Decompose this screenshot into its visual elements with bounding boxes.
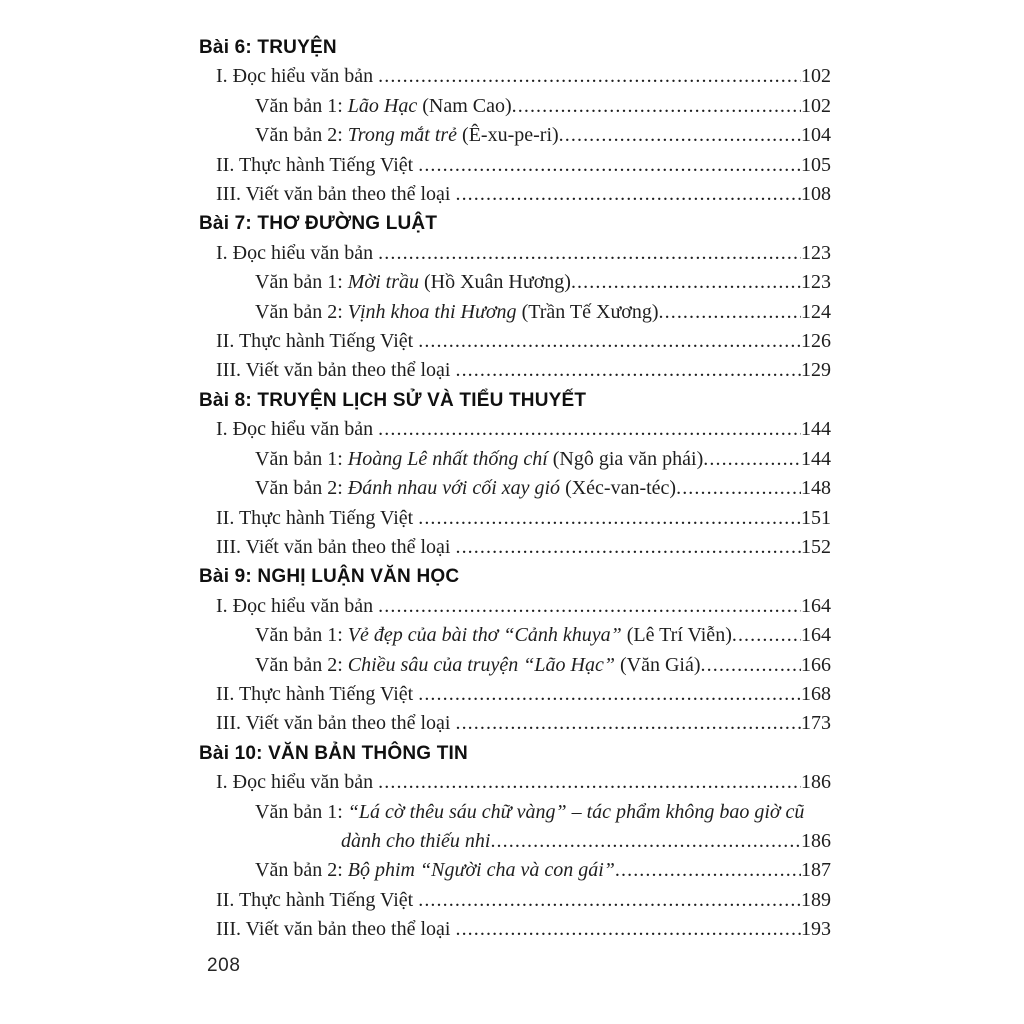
toc-entry-page-number: 123 <box>801 241 831 264</box>
entry-text: (Ê-xu-pe-ri) <box>462 124 559 147</box>
entry-text: I. Đọc hiểu văn bản <box>216 241 379 264</box>
entry-text: (Trần Tế Xương) <box>521 300 659 323</box>
toc-entry-label <box>216 504 418 533</box>
section-heading: Bài 10: VĂN BẢN THÔNG TIN <box>199 742 468 764</box>
toc-entry-page-number: 148 <box>801 477 831 500</box>
entry-title-text: Vẻ đẹp của bài thơ “Cảnh khuya” <box>347 624 627 647</box>
entry-text: (Văn Giá) <box>619 653 701 676</box>
toc-entry-label <box>216 180 455 209</box>
entry-text: Văn bản 2: <box>255 653 348 676</box>
section-heading: Bài 9: NGHỊ LUẬN VĂN HỌC <box>199 566 460 588</box>
entry-title-text: Hoàng Lê nhất thống chí <box>347 447 553 470</box>
entry-text: III. Viết văn bản theo thể loại <box>216 535 456 558</box>
entry-text: Văn bản 1: <box>255 800 348 823</box>
toc-leader-dots <box>378 592 801 621</box>
toc-row <box>199 92 831 121</box>
toc-entry-page-number: 102 <box>801 94 831 117</box>
toc-leader-dots <box>701 651 801 680</box>
toc-entry-page-number: 126 <box>801 330 831 353</box>
toc-leader-dots <box>418 680 801 709</box>
toc-entry-label <box>255 298 659 327</box>
toc-row <box>199 827 831 856</box>
toc-row <box>199 915 831 944</box>
toc-leader-dots <box>418 504 801 533</box>
toc-leader-dots <box>378 239 801 268</box>
toc-entry-page-number: 193 <box>801 918 831 941</box>
entry-text: (Lê Trí Viễn) <box>626 624 732 647</box>
toc-leader-dots <box>378 415 801 444</box>
toc-row <box>199 239 831 268</box>
toc-entry-label <box>255 621 732 650</box>
toc-entry-label <box>216 592 378 621</box>
toc-leader-dots <box>615 856 801 885</box>
toc-row <box>199 327 831 356</box>
entry-text: I. Đọc hiểu văn bản <box>216 771 379 794</box>
toc-entry-page-number: 108 <box>801 183 831 206</box>
toc-entry-label <box>216 239 378 268</box>
toc-row <box>199 592 831 621</box>
toc-row <box>199 768 831 797</box>
toc-leader-dots <box>455 533 801 562</box>
toc-entry-label <box>255 856 615 885</box>
toc-row <box>199 621 831 650</box>
entry-text: I. Đọc hiểu văn bản <box>216 418 379 441</box>
entry-title-text: Đánh nhau với cối xay gió <box>347 477 566 500</box>
toc-leader-dots <box>490 827 801 856</box>
toc-entry-page-number: 104 <box>801 124 831 147</box>
toc-entry-label <box>255 92 512 121</box>
toc-row <box>199 121 831 150</box>
toc-entry-label <box>255 445 703 474</box>
entry-title-text: Mời trầu <box>347 271 424 294</box>
entry-text: II. Thực hành Tiếng Việt <box>216 506 419 529</box>
toc-entry-label <box>216 886 418 915</box>
toc-entry-label <box>255 268 571 297</box>
toc-row <box>199 651 831 680</box>
toc-row <box>199 856 831 885</box>
toc-row <box>199 533 831 562</box>
toc-entry-label <box>216 415 378 444</box>
toc-row <box>199 268 831 297</box>
entry-text: II. Thực hành Tiếng Việt <box>216 888 419 911</box>
toc-row <box>199 298 831 327</box>
toc-leader-dots <box>418 151 801 180</box>
toc-leader-dots <box>418 886 801 915</box>
toc-entry-page-number: 124 <box>801 300 831 323</box>
toc-entry-label <box>216 709 455 738</box>
entry-text: Văn bản 1: <box>255 624 348 647</box>
toc-entry-page-number: 173 <box>801 712 831 735</box>
entry-text: (Nam Cao) <box>422 94 512 117</box>
toc-entry-page-number: 152 <box>801 535 831 558</box>
toc-leader-dots <box>512 92 801 121</box>
entry-title-text: Vịnh khoa thi Hương <box>347 300 522 323</box>
toc-row <box>199 886 831 915</box>
toc-entry-page-number: 144 <box>801 418 831 441</box>
toc-leader-dots <box>676 474 801 503</box>
section-heading: Bài 6: TRUYỆN <box>199 37 337 58</box>
toc-row <box>199 151 831 180</box>
toc-row <box>199 445 831 474</box>
toc-leader-dots <box>559 121 801 150</box>
entry-title-text: dành cho thiếu nhi <box>341 829 491 852</box>
toc-entry-page-number: 102 <box>801 65 831 88</box>
toc <box>199 33 831 945</box>
toc-leader-dots <box>455 180 801 209</box>
toc-row <box>199 680 831 709</box>
entry-text: Văn bản 1: <box>255 447 348 470</box>
entry-text: III. Viết văn bản theo thể loại <box>216 183 456 206</box>
toc-entry-label <box>216 327 418 356</box>
toc-leader-dots <box>418 327 801 356</box>
toc-entry-label <box>216 533 455 562</box>
entry-text: II. Thực hành Tiếng Việt <box>216 153 419 176</box>
toc-entry-label <box>255 651 701 680</box>
entry-title-text: “Lá cờ thêu sáu chữ vàng” – tác phẩm không bao giờ cũ <box>347 800 805 823</box>
toc-leader-dots <box>732 621 801 650</box>
toc-entry-label <box>216 915 455 944</box>
toc-row <box>199 504 831 533</box>
toc-entry-label <box>216 680 418 709</box>
toc-entry-page-number: 123 <box>801 271 831 294</box>
section-heading: Bài 8: TRUYỆN LỊCH SỬ VÀ TIỂU THUYẾT <box>199 389 587 411</box>
entry-text: Văn bản 1: <box>255 94 348 117</box>
toc-entry-label <box>255 798 804 827</box>
entry-text: Văn bản 2: <box>255 300 348 323</box>
section-heading: Bài 7: THƠ ĐƯỜNG LUẬT <box>199 213 438 235</box>
toc-entry-page-number: 129 <box>801 359 831 382</box>
entry-text: II. Thực hành Tiếng Việt <box>216 682 419 705</box>
toc-leader-dots <box>659 298 801 327</box>
toc-entry-label <box>255 474 676 503</box>
toc-entry-page-number: 105 <box>801 153 831 176</box>
toc-entry-page-number: 166 <box>801 653 831 676</box>
toc-row <box>199 798 831 827</box>
entry-text: II. Thực hành Tiếng Việt <box>216 330 419 353</box>
entry-text: III. Viết văn bản theo thể loại <box>216 359 456 382</box>
toc-entry-label <box>216 768 378 797</box>
toc-entry-page-number: 164 <box>801 594 831 617</box>
toc-entry-page-number: 187 <box>801 859 831 882</box>
toc-entry-page-number: 164 <box>801 624 831 647</box>
toc-row <box>199 180 831 209</box>
toc-entry-page-number: 151 <box>801 506 831 529</box>
toc-row <box>199 62 831 91</box>
toc-entry-page-number: 144 <box>801 447 831 470</box>
entry-text: I. Đọc hiểu văn bản <box>216 594 379 617</box>
entry-text: (Xéc-van-téc) <box>565 477 677 500</box>
entry-title-text: Bộ phim “Người cha và con gái” <box>347 859 615 882</box>
toc-entry-label <box>341 827 490 856</box>
entry-text: III. Viết văn bản theo thể loại <box>216 918 456 941</box>
toc-entry-label <box>216 62 378 91</box>
toc-entry-page-number: 189 <box>801 888 831 911</box>
toc-leader-dots <box>703 445 801 474</box>
toc-entry-label <box>255 121 559 150</box>
toc-entry-page-number: 186 <box>801 771 831 794</box>
toc-entry-page-number: 168 <box>801 682 831 705</box>
entry-title-text: Lão Hạc <box>347 94 423 117</box>
footer-page-number: 208 <box>207 955 241 976</box>
entry-text: Văn bản 2: <box>255 859 348 882</box>
entry-text: Văn bản 2: <box>255 477 348 500</box>
toc-entry-label <box>216 151 418 180</box>
toc-leader-dots <box>455 709 801 738</box>
entry-text: Văn bản 2: <box>255 124 348 147</box>
entry-text: Văn bản 1: <box>255 271 348 294</box>
entry-text: (Hồ Xuân Hương) <box>424 271 571 294</box>
toc-entry-page-number: 186 <box>801 829 831 852</box>
toc-row <box>199 356 831 385</box>
toc-row <box>199 474 831 503</box>
toc-leader-dots <box>571 268 801 297</box>
toc-leader-dots <box>378 768 801 797</box>
entry-text: III. Viết văn bản theo thể loại <box>216 712 456 735</box>
entry-text: (Ngô gia văn phái) <box>552 447 704 470</box>
toc-row <box>199 415 831 444</box>
toc-leader-dots <box>455 356 801 385</box>
entry-title-text: Chiều sâu của truyện “Lão Hạc” <box>347 653 620 676</box>
toc-leader-dots <box>378 62 801 91</box>
toc-row <box>199 709 831 738</box>
entry-text: I. Đọc hiểu văn bản <box>216 65 379 88</box>
toc-entry-label <box>216 356 455 385</box>
entry-title-text: Trong mắt trẻ <box>347 124 463 147</box>
toc-leader-dots <box>455 915 801 944</box>
